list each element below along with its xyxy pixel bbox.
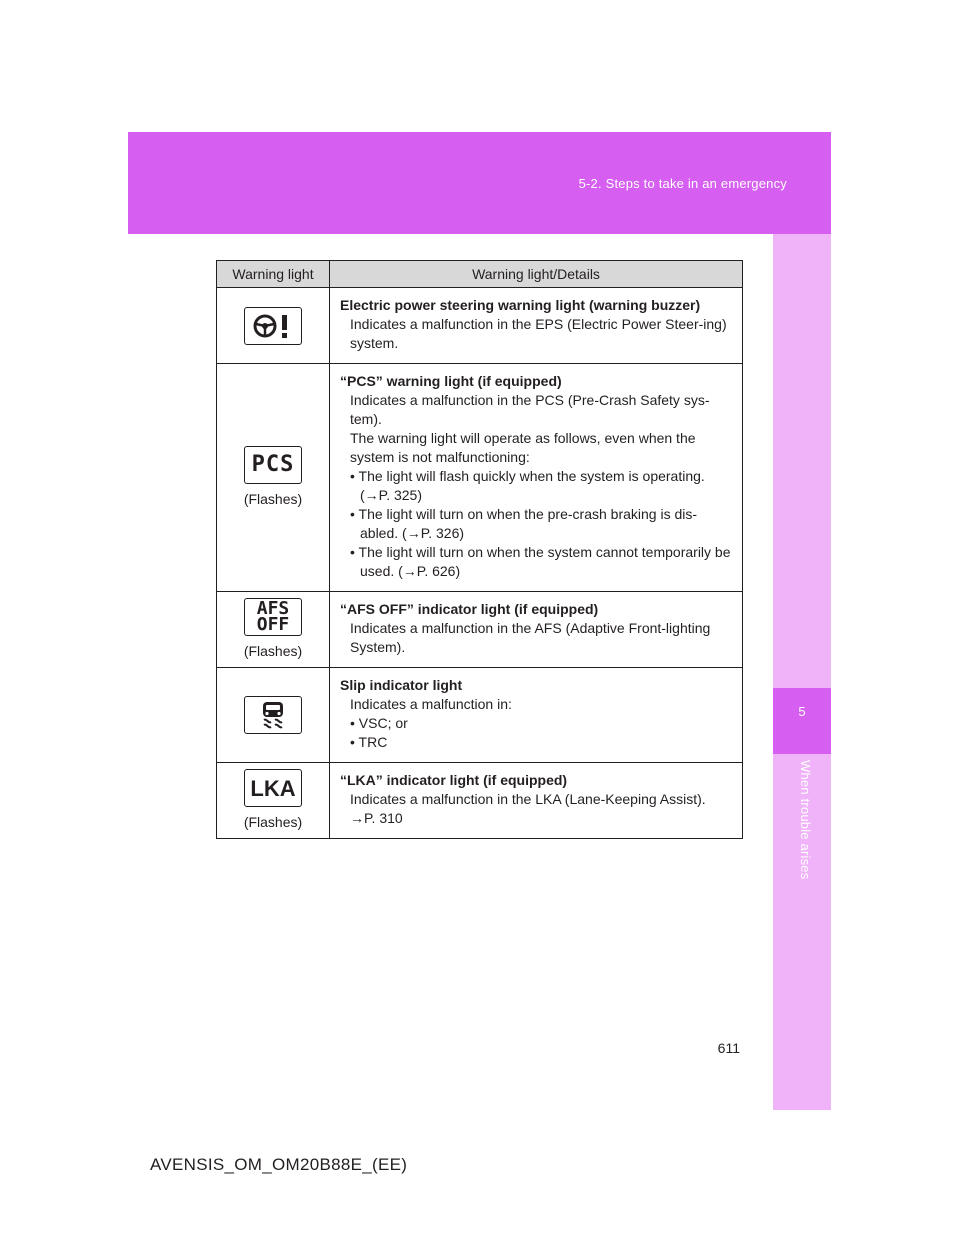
detail-line: Indicates a malfunction in the PCS (Pre-Crash Safety sys-tem). [350,392,710,427]
table-row [217,668,743,763]
afs-off-icon: AFS OFF [244,598,302,636]
lka-icon: LKA [244,769,302,807]
detail-cell [330,592,743,668]
icon-caption: (Flashes) [243,643,303,659]
item-title: “LKA” indicator light (if equipped) [340,772,568,788]
steering-wheel-exclamation-icon [244,307,302,345]
icon-caption: (Flashes) [243,814,303,830]
column-header-light: Warning light [217,261,330,288]
icon-cell [217,364,330,592]
bullet-item: • The light will turn on when the pre-crash braking is dis-abled. (→P. 326) [350,506,698,541]
table-row [217,288,743,364]
detail-line: The warning light will operate as follows, even when the system is not malfunctioning: [350,430,696,465]
table-row [217,592,743,668]
table-row [217,763,743,839]
detail-cell [330,668,743,763]
table-row [217,364,743,592]
icon-cell [217,763,330,839]
page-number: 611 [717,1040,740,1056]
detail-line: Indicates a malfunction in the AFS (Adaptive Front-lighting System). [350,620,711,655]
icon-caption: (Flashes) [243,491,303,507]
bullet-item: • VSC; or [350,715,408,731]
chapter-title: When trouble arises [798,760,813,880]
item-title: “AFS OFF” indicator light (if equipped) [340,601,599,617]
bullet-item: • TRC [350,734,388,750]
detail-cell [330,288,743,364]
section-title: 5-2. Steps to take in an emergency [578,176,787,191]
section-header-band [128,132,831,234]
detail-line: Indicates a malfunction in the EPS (Electric Power Steer-ing) system. [350,316,727,351]
item-title: Electric power steering warning light (warning buzzer) [340,297,701,313]
column-header-details: Warning light/Details [330,261,743,288]
item-title: “PCS” warning light (if equipped) [340,373,562,389]
detail-cell [330,763,743,839]
bullet-item: • The light will turn on when the system cannot temporarily be used. (→P. 626) [350,544,731,579]
bullet-item: • The light will flash quickly when the system is operating. (→P. 325) [350,468,705,503]
chapter-side-tab [773,234,831,1110]
detail-line: Indicates a malfunction in the LKA (Lane-Keeping Assist). [350,791,706,807]
icon-cell [217,668,330,763]
icon-cell [217,592,330,668]
detail-cell [330,364,743,592]
document-id: AVENSIS_OM_OM20B88E_(EE) [150,1155,408,1174]
detail-line: Indicates a malfunction in: [350,696,512,712]
detail-line: →P. 310 [350,810,403,826]
slip-indicator-icon [244,696,302,734]
chapter-number: 5 [798,704,806,719]
pcs-icon: PCS [244,446,302,484]
chapter-tab-active [773,688,831,754]
item-title: Slip indicator light [340,677,463,693]
warning-light-table [216,260,743,839]
icon-cell [217,288,330,364]
table-header-row [217,261,743,288]
